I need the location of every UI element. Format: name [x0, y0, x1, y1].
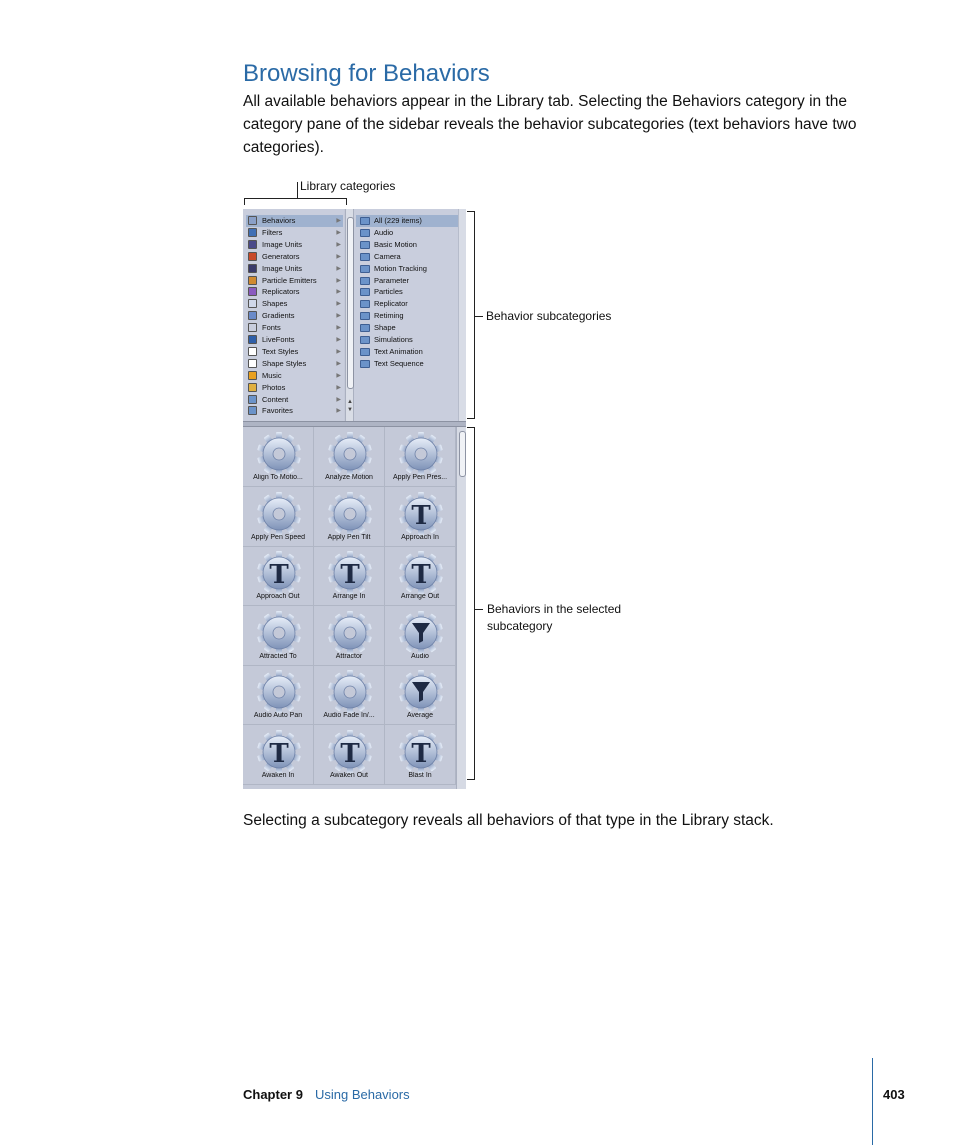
disclosure-arrow-icon: ▶	[336, 301, 341, 308]
sub-bracket-vert	[474, 211, 475, 419]
category-label: Generators	[262, 251, 300, 261]
category-item[interactable]	[246, 215, 343, 227]
folder-icon	[360, 277, 370, 285]
photo-icon	[248, 383, 257, 392]
generators-icon	[248, 252, 257, 261]
behavior-label: Apply Pen Pres...	[392, 474, 448, 481]
behavior-label: Approach In	[401, 533, 439, 541]
livefont-icon	[248, 335, 257, 344]
behavior-item[interactable]	[314, 487, 385, 547]
subcategory-item[interactable]	[356, 275, 458, 287]
category-label: Filters	[262, 227, 283, 237]
category-pane	[243, 209, 344, 421]
folder-icon	[360, 217, 370, 225]
category-item[interactable]	[246, 394, 343, 406]
callout-bracket-left	[244, 198, 245, 205]
behaviors-grid	[243, 427, 456, 789]
disclosure-arrow-icon: ▶	[336, 384, 341, 391]
category-item[interactable]	[246, 322, 343, 334]
gear-icon	[248, 216, 257, 225]
category-label: Gradients	[262, 311, 295, 321]
footer-chapter	[243, 1087, 410, 1102]
folder-icon	[360, 348, 370, 356]
subcategory-label: Simulations	[374, 335, 413, 344]
scroll-up-arrow-icon[interactable]: ▲	[347, 399, 353, 405]
grid-scroll-thumb[interactable]	[459, 431, 466, 477]
svg-text:T: T	[340, 738, 360, 769]
category-label: Shape Styles	[262, 358, 307, 368]
page-number: 403	[883, 1087, 905, 1102]
subcategory-label: All (229 items)	[374, 216, 422, 225]
text-style-icon	[248, 347, 257, 356]
behavior-item[interactable]	[243, 606, 314, 666]
behavior-label: Audio	[411, 652, 429, 660]
filter-icon	[248, 228, 257, 237]
library-screenshot	[243, 209, 466, 789]
subcategory-label: Motion Tracking	[374, 263, 427, 273]
subcategory-pane	[354, 209, 458, 421]
gradient-icon	[248, 311, 257, 320]
behavior-item[interactable]	[314, 665, 385, 725]
callout-bracket-right	[346, 198, 347, 205]
callout-behaviors-line1: Behaviors in the selected	[487, 602, 622, 616]
subcategory-label: Basic Motion	[374, 239, 417, 249]
behavior-label: Awaken In	[261, 771, 295, 779]
disclosure-arrow-icon: ▶	[336, 241, 341, 248]
font-icon	[248, 323, 257, 332]
music-icon	[248, 371, 257, 380]
subcategory-item[interactable]	[356, 310, 458, 322]
category-item[interactable]	[246, 275, 343, 287]
folder-icon	[360, 241, 370, 249]
callout-bracket-top	[244, 198, 347, 199]
category-label: Replicators	[262, 287, 300, 297]
disclosure-arrow-icon: ▶	[336, 277, 341, 284]
category-label: Favorites	[262, 406, 293, 416]
behavior-item[interactable]	[243, 546, 314, 606]
category-item[interactable]	[246, 382, 343, 394]
subcategory-label: Replicator	[374, 299, 408, 309]
footer-chapter-title[interactable]: Using Behaviors	[314, 1087, 410, 1102]
category-scrollbar[interactable]	[345, 209, 354, 421]
beh-bracket-tick	[475, 609, 483, 610]
behavior-item[interactable]	[314, 546, 385, 606]
behavior-label: Blast In	[408, 771, 432, 779]
scroll-down-arrow-icon[interactable]: ▼	[347, 407, 353, 413]
category-item[interactable]	[246, 251, 343, 263]
folder-icon	[360, 288, 370, 296]
folder-icon	[248, 406, 257, 415]
subcategory-label: Text Sequence	[374, 358, 424, 368]
category-item[interactable]	[246, 239, 343, 251]
subcategory-item[interactable]	[356, 334, 458, 346]
svg-text:T: T	[411, 500, 431, 531]
image-units-icon	[248, 240, 257, 249]
sub-bracket-top	[467, 211, 475, 212]
category-label: Fonts	[262, 323, 281, 333]
behavior-label: Awaken Out	[329, 771, 368, 779]
category-item[interactable]	[246, 358, 343, 370]
sub-bracket-tick	[475, 316, 483, 317]
svg-text:T: T	[269, 560, 289, 590]
subcategory-label: Retiming	[374, 311, 404, 321]
sub-bracket-bottom	[467, 418, 475, 419]
category-label: Shapes	[262, 299, 288, 309]
category-item[interactable]	[246, 405, 343, 417]
disclosure-arrow-icon: ▶	[336, 253, 341, 260]
beh-bracket-top	[467, 427, 475, 428]
category-label: Text Styles	[262, 346, 299, 356]
folder-icon	[360, 253, 370, 261]
subcategory-edge	[458, 209, 466, 421]
behavior-item[interactable]	[243, 725, 314, 785]
callout-behaviors-selected	[487, 601, 621, 635]
category-label: Photos	[262, 382, 286, 392]
category-scroll-thumb[interactable]	[347, 217, 354, 389]
behavior-label: Arrange In	[332, 593, 366, 600]
behavior-label: Audio Auto Pan	[253, 712, 303, 719]
disclosure-arrow-icon: ▶	[336, 360, 341, 367]
category-item[interactable]	[246, 310, 343, 322]
subcategory-label: Text Animation	[374, 346, 423, 356]
intro-paragraph: All available behaviors appear in the Library tab. Selecting the Behaviors category in the category pane of the sidebar reveals the behavior subcategories (text behaviors have two categories).	[243, 93, 857, 156]
subcategory-item[interactable]	[356, 346, 458, 358]
behavior-item[interactable]	[385, 725, 456, 785]
replicator-icon	[248, 287, 257, 296]
svg-text:T: T	[340, 560, 360, 590]
subcategory-item[interactable]	[356, 322, 458, 334]
subcategory-label: Audio	[374, 227, 394, 237]
category-item[interactable]	[246, 370, 343, 382]
image-units-icon	[248, 264, 257, 273]
beh-bracket-vert	[474, 427, 475, 780]
behavior-item[interactable]	[385, 606, 456, 666]
particles-icon	[248, 276, 257, 285]
behavior-label: Attracted To	[259, 652, 297, 660]
category-label: LiveFonts	[262, 335, 295, 344]
category-item[interactable]	[246, 286, 343, 298]
behavior-label: Average	[407, 712, 433, 719]
behavior-label: Attractor	[335, 652, 363, 660]
category-item[interactable]	[246, 346, 343, 358]
disclosure-arrow-icon: ▶	[336, 265, 341, 272]
footer-rule	[872, 1058, 873, 1145]
folder-icon	[360, 265, 370, 273]
page-heading: Browsing for Behaviors	[243, 60, 490, 87]
behavior-item[interactable]	[314, 427, 385, 487]
folder-icon	[360, 324, 370, 332]
behavior-item[interactable]	[385, 665, 456, 725]
disclosure-arrow-icon: ▶	[336, 372, 341, 379]
behavior-item[interactable]	[243, 487, 314, 547]
subcategory-label: Particles	[374, 287, 403, 297]
folder-icon	[360, 300, 370, 308]
behavior-item[interactable]	[385, 487, 456, 547]
svg-text:T: T	[411, 560, 431, 590]
category-label: Particle Emitters	[262, 275, 317, 285]
subcategory-item[interactable]	[356, 227, 458, 239]
behavior-item[interactable]	[314, 725, 385, 785]
subcategory-label: Shape	[374, 323, 396, 333]
category-label: Behaviors	[262, 216, 296, 225]
subcategory-item[interactable]	[356, 239, 458, 251]
folder-icon	[248, 395, 257, 404]
disclosure-arrow-icon: ▶	[336, 396, 341, 403]
svg-text:T: T	[269, 738, 289, 769]
behavior-item[interactable]	[385, 546, 456, 606]
behavior-label: Apply Pen Tilt	[327, 533, 371, 541]
category-item[interactable]	[246, 298, 343, 310]
disclosure-arrow-icon: ▶	[336, 289, 341, 296]
category-label: Music	[262, 370, 282, 380]
beh-bracket-bottom	[467, 779, 475, 780]
disclosure-arrow-icon: ▶	[336, 408, 341, 415]
behavior-item[interactable]	[243, 665, 314, 725]
disclosure-arrow-icon: ▶	[336, 313, 341, 320]
category-item[interactable]	[246, 227, 343, 239]
folder-icon	[360, 360, 370, 368]
disclosure-arrow-icon: ▶	[336, 229, 341, 236]
category-label: Content	[262, 394, 289, 404]
subcategory-item[interactable]	[356, 251, 458, 263]
shapes-icon	[248, 299, 257, 308]
category-label: Image Units	[262, 263, 303, 273]
behavior-label: Apply Pen Speed	[250, 533, 306, 541]
subcategory-item[interactable]	[356, 298, 458, 310]
svg-text:T: T	[411, 738, 431, 769]
behavior-item[interactable]	[314, 606, 385, 666]
behavior-label: Audio Fade In/...	[323, 712, 375, 719]
category-item[interactable]	[246, 334, 343, 346]
closing-paragraph: Selecting a subcategory reveals all behaviors of that type in the Library stack.	[243, 812, 774, 829]
behavior-label: Analyze Motion	[325, 474, 373, 481]
behavior-item[interactable]	[385, 427, 456, 487]
behavior-label: Align To Motio...	[253, 474, 303, 481]
behavior-label: Approach Out	[256, 593, 300, 600]
subcategory-item[interactable]	[356, 358, 458, 370]
subcategory-label: Camera	[374, 251, 401, 261]
callout-behavior-subcategories: Behavior subcategories	[486, 309, 612, 323]
disclosure-arrow-icon: ▶	[336, 325, 341, 332]
subcategory-item[interactable]	[356, 263, 458, 275]
callout-stem	[297, 182, 298, 198]
folder-icon	[360, 312, 370, 320]
footer-chapter-label: Chapter 9	[243, 1087, 303, 1102]
disclosure-arrow-icon: ▶	[336, 218, 341, 224]
shape-style-icon	[248, 359, 257, 368]
category-label: Image Units	[262, 239, 303, 249]
folder-icon	[360, 229, 370, 237]
grid-scrollbar[interactable]	[456, 427, 466, 789]
category-item[interactable]	[246, 263, 343, 275]
disclosure-arrow-icon: ▶	[336, 337, 341, 343]
callout-behaviors-line2: subcategory	[487, 619, 553, 633]
subcategory-label: Parameter	[374, 275, 410, 285]
disclosure-arrow-icon: ▶	[336, 348, 341, 355]
subcategory-item[interactable]	[356, 286, 458, 298]
subcategory-item[interactable]	[356, 215, 458, 227]
behavior-item[interactable]	[243, 427, 314, 487]
folder-icon	[360, 336, 370, 344]
behavior-label: Arrange Out	[400, 593, 440, 600]
callout-library-categories: Library categories	[300, 179, 396, 193]
